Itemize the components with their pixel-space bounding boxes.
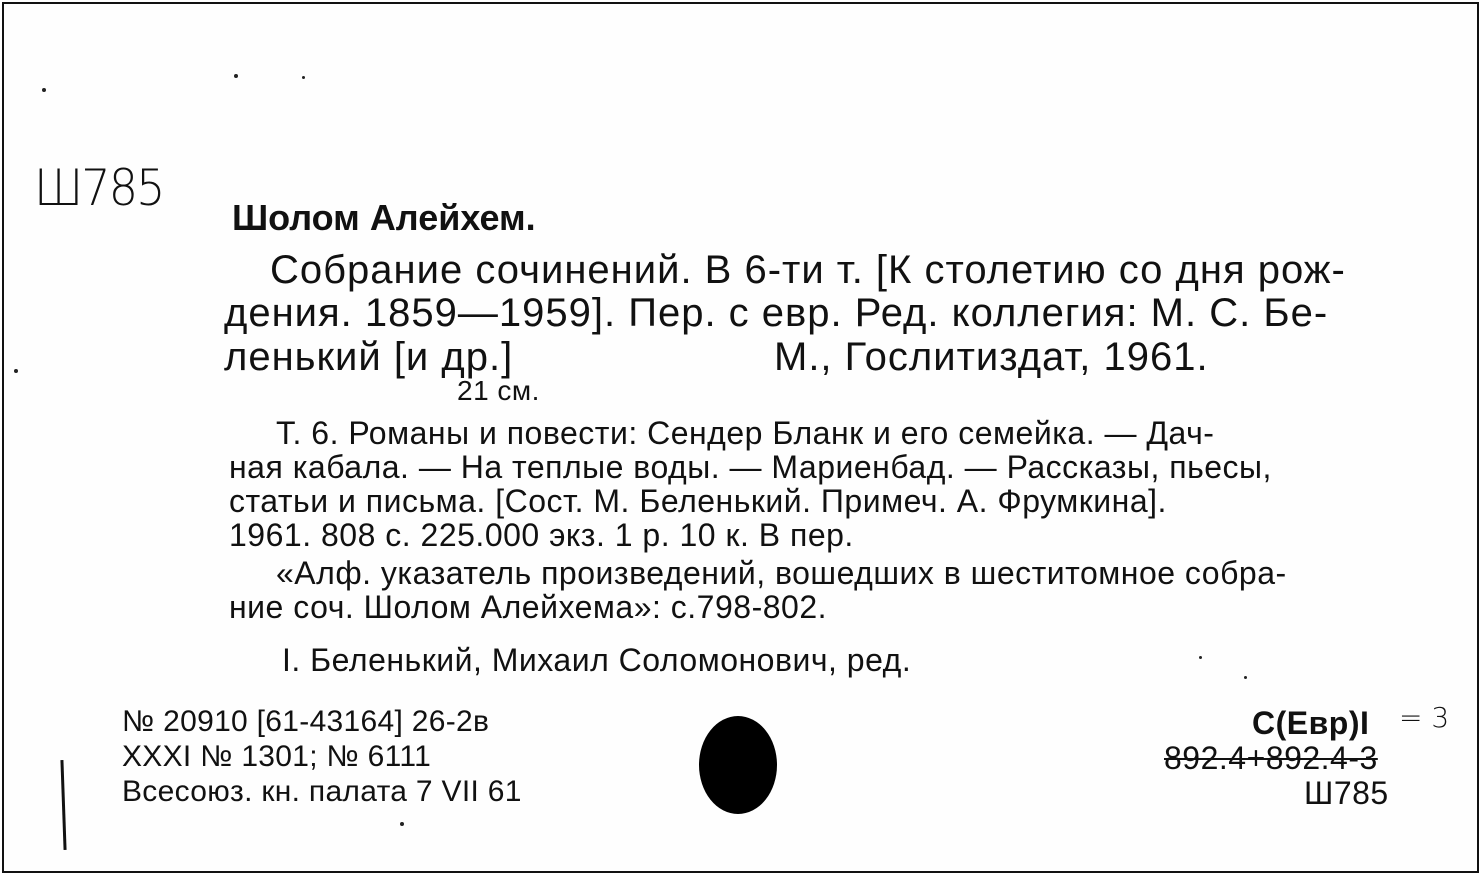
added-entry: I. Беленький, Михаил Соломонович, ред. xyxy=(282,642,912,678)
imprint: М., Гослитиздат, 1961. xyxy=(774,335,1209,379)
volume-line-3: статьи и письма. [Сост. М. Беленький. Примеч. А. Фрумкина]. xyxy=(229,483,1167,519)
speck xyxy=(400,822,404,826)
handwritten-mark: = 3 xyxy=(1399,701,1450,734)
speck xyxy=(14,369,18,373)
registry-line-1: № 20910 [61-43164] 26-2в xyxy=(122,705,490,738)
speck xyxy=(42,88,46,92)
pencil-mark xyxy=(60,760,66,850)
volume-line-4: 1961. 808 с. 225.000 экз. 1 р. 10 к. В пер. xyxy=(229,517,854,553)
author-heading: Шолом Алейхем. xyxy=(232,197,536,238)
title-line-1: Собрание сочинений. В 6-ти т. [К столетию со дня рож- xyxy=(270,248,1346,292)
speck xyxy=(302,76,305,79)
speck xyxy=(234,74,238,78)
volume-line-1: Т. 6. Романы и повести: Сендер Бланк и его семейка. — Дач- xyxy=(276,415,1215,451)
speck xyxy=(1199,656,1202,659)
title-line-2: дения. 1859—1959]. Пер. с евр. Ред. коллегия: М. С. Бе- xyxy=(224,291,1329,335)
volume-line-2: ная кабала. — На теплые воды. — Мариенбад. — Рассказы, пьесы, xyxy=(229,449,1272,485)
catalog-card xyxy=(2,2,1479,873)
handwritten-call-number: Ш785 xyxy=(34,159,164,217)
title-line-3: ленький [и др.] xyxy=(224,335,514,379)
registry-line-2: XXXI № 1301; № 6111 xyxy=(122,740,432,773)
classification-line-2: 892.4+892.4-3 xyxy=(1164,740,1378,776)
note-line-1: «Алф. указатель произведений, вошедших в шеститомное собра- xyxy=(276,555,1287,591)
punch-hole xyxy=(699,716,777,814)
speck xyxy=(1244,676,1247,679)
classification-line-1: С(Евр)I xyxy=(1252,705,1370,741)
registry-line-3: Всесоюз. кн. палата 7 VII 61 xyxy=(122,775,522,808)
size: 21 см. xyxy=(457,375,540,406)
classification-line-3: Ш785 xyxy=(1304,775,1389,811)
note-line-2: ние соч. Шолом Алейхема»: с.798-802. xyxy=(229,589,827,625)
